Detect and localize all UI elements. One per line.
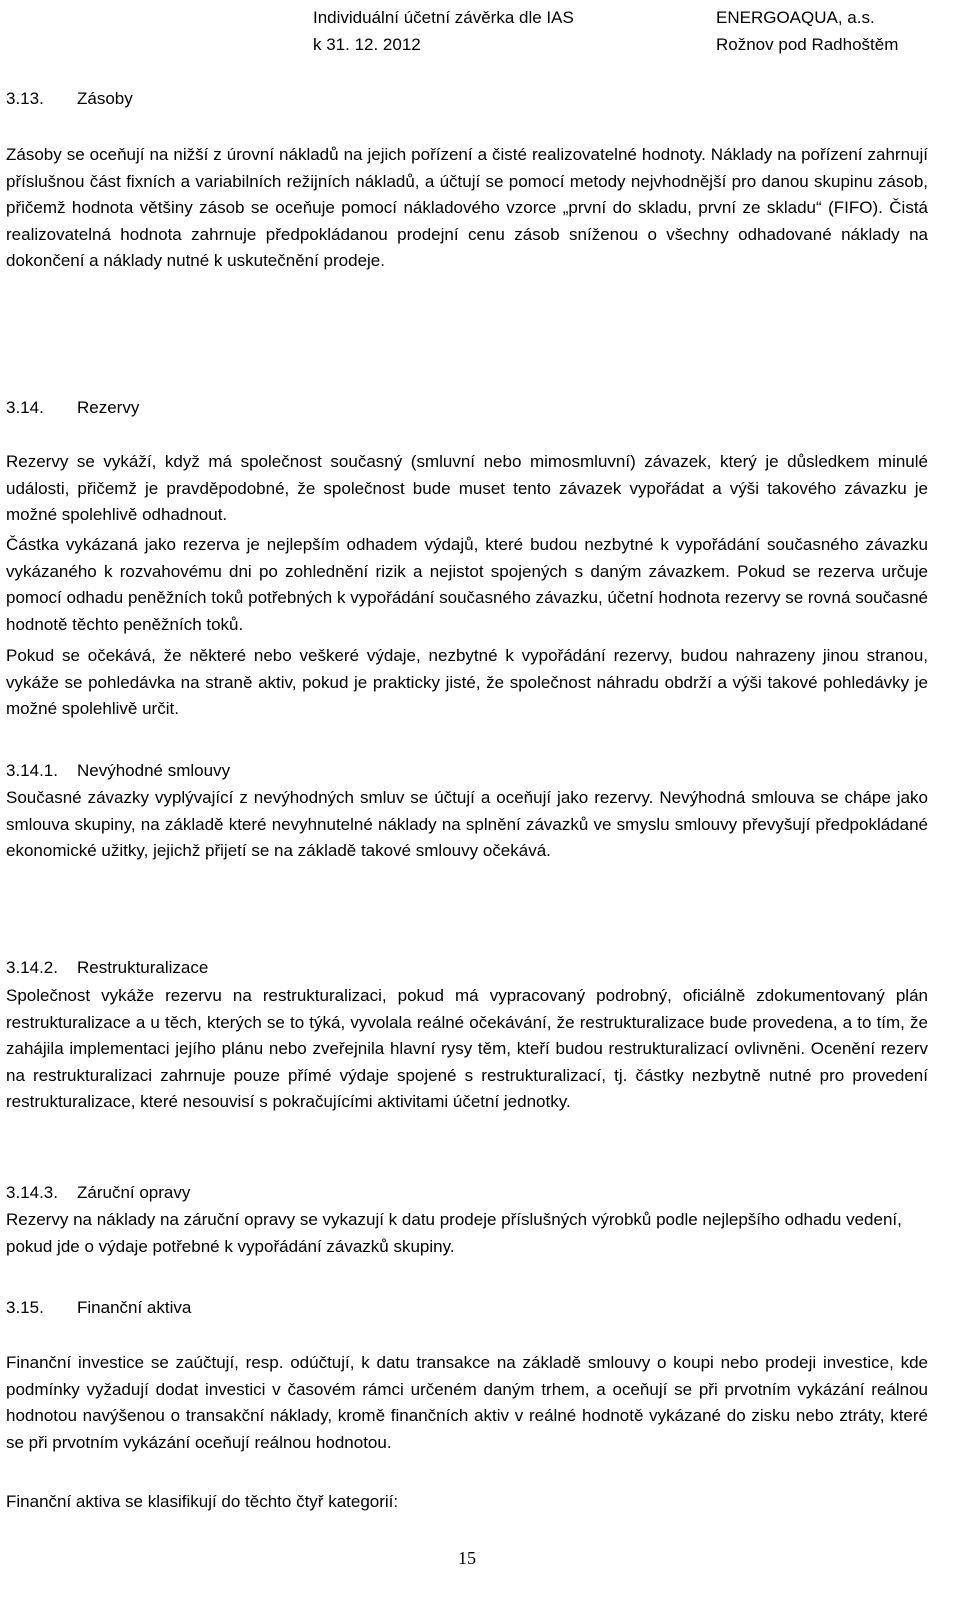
header-company-name: ENERGOAQUA, a.s. xyxy=(716,8,875,27)
section-heading-3-14-2 xyxy=(6,955,208,981)
paragraph-rezervy-2: Částka vykázaná jako rezerva je nejlepším odhadem výdajů, které budou nezbytné k vypořádání současného závazku vykázaného k rozvahovému dni po zohlednění rizik a nejistot spojených s daným závazkem. Pokud se rezerva určuje pomocí odhadu peněžních toků potřebných k vypořádání současného závazku, účetní hodnota rezervy se rovná současné hodnotě těchto peněžních toků. xyxy=(6,535,928,634)
section-number: 3.14.3. xyxy=(6,1183,58,1202)
header-company-location: Rožnov pod Radhoštěm xyxy=(716,35,899,54)
header-left xyxy=(313,4,574,58)
section-heading-3-13 xyxy=(6,86,133,112)
paragraph-restrukturalizace: Společnost vykáže rezervu na restrukturalizaci, pokud má vypracovaný podrobný, oficiálně zdokumentovaný plán restrukturalizace a u těch, kterých se to týká, vyvolala reálné očekávání, že restrukturalizace bude provedena, a to tím, že zahájila implementaci jejího plánu nebo zveřejnila hlavní rysy těm, kteří budou restrukturalizací ovlivněni. Ocenění rezerv na restrukturalizaci zahrnuje pouze přímé výdaje spojené s restrukturalizací, tj. částky nezbytně nutné pro provedení restrukturalizace, které nesouvisí s pokračujícími aktivitami účetní jednotky. xyxy=(6,986,928,1111)
section-number: 3.14. xyxy=(6,398,44,417)
section-title: Rezervy xyxy=(77,398,140,417)
header-report-date: k 31. 12. 2012 xyxy=(313,35,421,54)
paragraph-nevyhodne-smlouvy: Současné závazky vyplývající z nevýhodných smluv se účtují a oceňují jako rezervy. Nevýhodná smlouva se chápe jako smlouva skupiny, na základě které nevyhnutelné náklady na splnění závazků ve smyslu smlouvy převyšují předpokládané ekonomické užitky, jejichž přijetí se na základě takové smlouvy očekává. xyxy=(6,788,928,860)
section-title: Zásoby xyxy=(77,89,133,108)
paragraph-zarucni-opravy: Rezervy na náklady na záruční opravy se vykazují k datu prodeje příslušných výrobků podle nejlepšího odhadu vedení, pokud jde o výdaje potřebné k vypořádání závazků skupiny. xyxy=(6,1210,902,1256)
page-number: 15 xyxy=(458,1548,476,1568)
section-heading-3-15 xyxy=(6,1295,191,1321)
section-title: Nevýhodné smlouvy xyxy=(77,761,231,780)
section-title: Finanční aktiva xyxy=(77,1298,192,1317)
paragraph-zasoby: Zásoby se oceňují na nižší z úrovní nákladů na jejich pořízení a čisté realizovatelné hodnoty. Náklady na pořízení zahrnují příslušnou část fixních a variabilních režijních nákladů, a účtují se pomocí metody nejvhodnější pro danou skupinu zásob, přičemž hodnota většiny zásob se oceňuje pomocí nákladového vzorce „první do skladu, první ze skladu“ (FIFO). Čistá realizovatelná hodnota zahrnuje předpokládanou prodejní cenu zásob sníženou o všechny odhadované náklady na dokončení a náklady nutné k uskutečnění prodeje. xyxy=(6,145,928,270)
section-number: 3.14.2. xyxy=(6,958,58,977)
section-number: 3.13. xyxy=(6,89,44,108)
section-title: Záruční opravy xyxy=(77,1183,191,1202)
section-heading-3-14-1 xyxy=(6,758,230,784)
paragraph-rezervy-1: Rezervy se vykáží, když má společnost současný (smluvní nebo mimosmluvní) závazek, který je důsledkem minulé události, přičemž je pravděpodobné, že společnost bude muset tento závazek vypořádat a výši takového závazku je možné spolehlivě odhadnout. xyxy=(6,452,928,524)
section-number: 3.15. xyxy=(6,1298,44,1317)
paragraph-financni-aktiva-1: Finanční investice se zaúčtují, resp. odúčtují, k datu transakce na základě smlouvy o koupi nebo prodeji investice, kde podmínky vyžadují dodat investici v časovém rámci určeném daným trhem, a oceňují se při prvotním vykázání reálnou hodnotou navýšenou o transakční náklady, kromě finančních aktiv v reálné hodnotě vykázané do zisku nebo ztráty, které se při prvotním vykázání oceňují reálnou hodnotou. xyxy=(6,1353,928,1452)
section-heading-3-14 xyxy=(6,395,139,421)
section-heading-3-14-3 xyxy=(6,1180,190,1206)
paragraph-rezervy-3: Pokud se očekává, že některé nebo veškeré výdaje, nezbytné k vypořádání rezervy, budou nahrazeny jinou stranou, vykáže se pohledávka na straně aktiv, pokud je prakticky jisté, že společnost náhradu obdrží a výši takové pohledávky je možné spolehlivě určit. xyxy=(6,646,928,718)
section-number: 3.14.1. xyxy=(6,761,58,780)
section-title: Restrukturalizace xyxy=(77,958,209,977)
header-right xyxy=(716,4,898,58)
paragraph-financni-aktiva-2: Finanční aktiva se klasifikují do těchto čtyř kategorií: xyxy=(6,1492,399,1511)
header-report-title: Individuální účetní závěrka dle IAS xyxy=(313,8,574,27)
